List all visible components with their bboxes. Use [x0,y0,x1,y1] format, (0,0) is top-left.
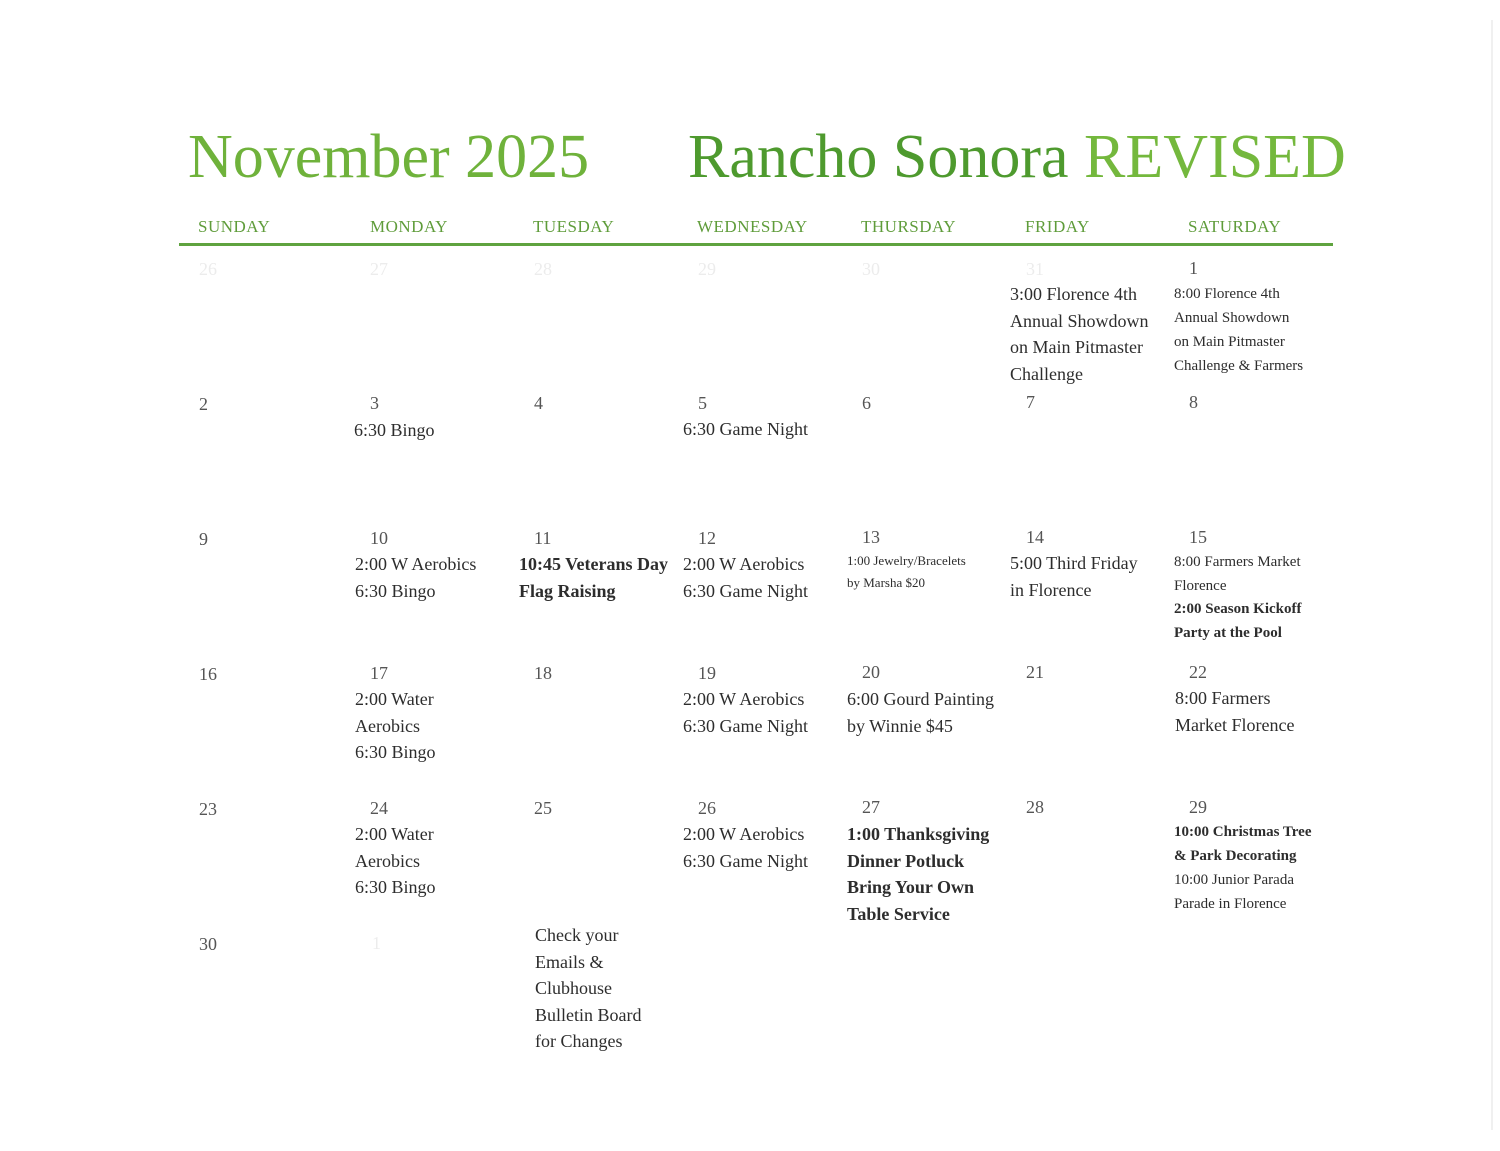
community-title [688,122,1346,192]
day-number: 2 [199,394,208,414]
day-number: 3 [370,393,379,413]
day-number: 4 [534,393,543,413]
weekday-monday: MONDAY [370,217,448,236]
event: 5:00 Third Friday in Florence [1010,553,1138,600]
day-number: 10 [370,528,388,548]
event: 8:00 Farmers Market Florence [1175,688,1295,735]
changes-note: Check your Emails & Clubhouse Bulletin Board for Changes [535,925,642,1051]
event: 6:30 Bingo [354,420,435,440]
event: 2:00 W Aerobics 6:30 Game Night [683,554,808,601]
event: 1:00 Thanksgiving Dinner Potluck Bring Your Own Table Service [847,824,990,924]
event: 8:00 Farmers Market Florence [1174,554,1301,594]
event: 10:00 Christmas Tree & Park Decorating [1174,824,1312,864]
day-number: 13 [862,527,880,547]
calendar-month-title: November 2025 [188,123,590,191]
weekday-thursday: THURSDAY [861,217,957,236]
day-number: 14 [1026,527,1044,547]
event: 10:45 Veterans Day Flag Raising [519,554,668,601]
day-number: 1 [1189,258,1198,278]
day-number: 27 [862,797,880,817]
day-number: 9 [199,529,208,549]
event: 2:00 W Aerobics 6:30 Game Night [683,824,808,871]
day-number: 19 [698,663,716,683]
day-number: 24 [370,798,388,818]
day-number: 30 [199,934,217,954]
header-rule [179,243,1333,246]
day-number: 20 [862,662,880,682]
day-number: 28 [534,259,552,279]
day-number: 30 [862,259,880,279]
day-number: 28 [1026,797,1044,817]
event: 2:00 Water Aerobics 6:30 Bingo [355,689,436,762]
revised-label: REVISED [1084,123,1346,191]
event: 1:00 Jewelry/Bracelets by Marsha $20 [847,553,966,590]
weekday-saturday: SATURDAY [1188,217,1282,236]
day-number: 26 [199,259,217,279]
day-number: 31 [1026,259,1044,279]
event: 6:00 Gourd Painting by Winnie $45 [847,689,994,736]
event: 2:00 W Aerobics 6:30 Game Night [683,689,808,736]
day-number: 21 [1026,662,1044,682]
community-name: Rancho Sonora [688,123,1069,191]
day-number: 1 [372,933,381,953]
event: 6:30 Game Night [683,419,808,439]
event: 2:00 Water Aerobics 6:30 Bingo [355,824,436,897]
event: 10:00 Junior Parada Parade in Florence [1174,872,1294,912]
event: 3:00 Florence 4th Annual Showdown on Main Pitmaster Challenge [1010,284,1149,384]
day-number: 27 [370,259,388,279]
day-number: 17 [370,663,388,683]
event: 8:00 Florence 4th Annual Showdown on Main Pitmaster Challenge & Farmers [1174,286,1304,374]
day-number: 26 [698,798,716,818]
day-number: 29 [698,259,716,279]
event: 2:00 Season Kickoff Party at the Pool [1174,601,1302,641]
weekday-tuesday: TUESDAY [533,217,615,236]
weekday-friday: FRIDAY [1025,217,1090,236]
day-number: 23 [199,799,217,819]
day-number: 18 [534,663,552,683]
day-number: 8 [1189,392,1198,412]
event: 2:00 W Aerobics 6:30 Bingo [355,554,477,601]
day-number: 29 [1189,797,1207,817]
day-number: 22 [1189,662,1207,682]
day-number: 15 [1189,527,1207,547]
day-number: 7 [1026,392,1035,412]
page-edge [1491,20,1493,1130]
day-number: 6 [862,393,871,413]
day-number: 25 [534,798,552,818]
day-number: 11 [534,528,552,548]
day-number: 12 [698,528,716,548]
day-number: 5 [698,393,707,413]
day-number: 16 [199,664,217,684]
weekday-wednesday: WEDNESDAY [697,217,808,236]
weekday-sunday: SUNDAY [198,217,271,236]
